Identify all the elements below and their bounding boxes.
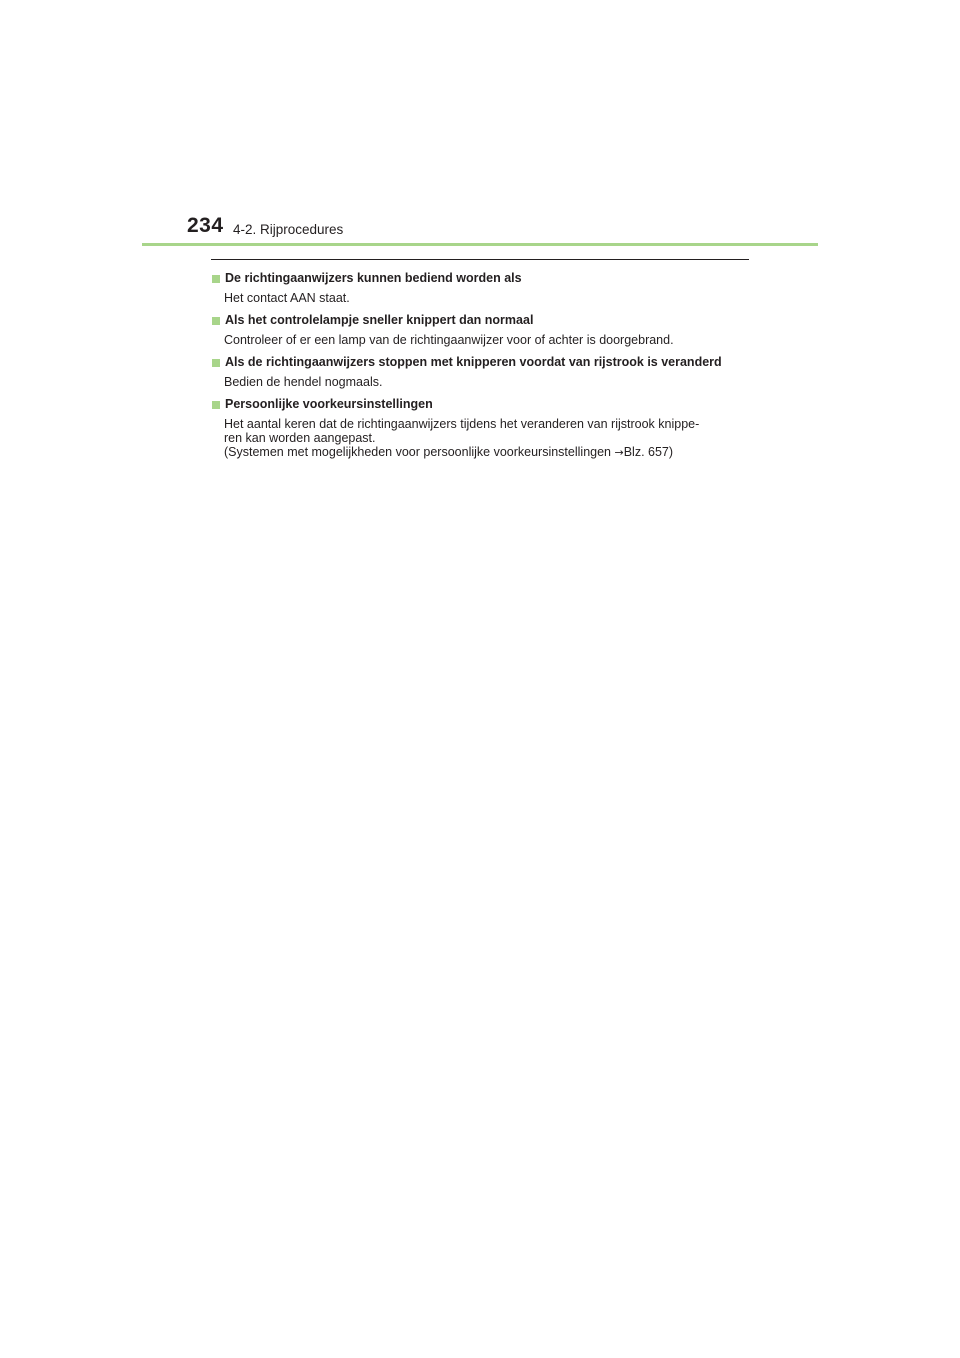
- item-heading-text: Als het controlelampje sneller knippert dan normaal: [225, 313, 534, 327]
- item-heading: [211, 312, 749, 329]
- item-heading-text: Als de richtingaanwijzers stoppen met knipperen voordat van rijstrook is veranderd: [225, 355, 722, 369]
- info-item-fast-blink: [211, 312, 749, 347]
- page-reference-link[interactable]: Blz. 657): [623, 445, 674, 459]
- item-heading: [211, 270, 749, 287]
- item-heading-text: Persoonlijke voorkeursinstellingen: [225, 397, 433, 411]
- header-rule: [142, 243, 818, 246]
- page-number: 234: [187, 214, 224, 237]
- item-body-line: Het aantal keren dat de richtingaanwijzers tijdens het veranderen van rijstrook knippe-: [224, 417, 700, 431]
- item-body: [211, 417, 749, 460]
- item-heading: [211, 354, 749, 371]
- info-item-operation: [211, 270, 749, 305]
- item-body-line: ren kan worden aangepast.: [224, 431, 376, 445]
- info-item-personal-settings: [211, 396, 749, 460]
- note-prefix: (Systemen met mogelijkheden voor persoonlijke voorkeursinstellingen: [224, 445, 615, 459]
- content-area: [211, 270, 749, 467]
- square-bullet-icon: [212, 275, 220, 283]
- item-heading-text: De richtingaanwijzers kunnen bediend worden als: [225, 271, 522, 285]
- item-body: [211, 333, 749, 347]
- item-body-paragraph: [224, 417, 749, 460]
- info-item-stop-blinking: [211, 354, 749, 389]
- item-body-text: Controleer of er een lamp van de richtingaanwijzer voor of achter is doorgebrand.: [224, 333, 674, 347]
- item-body: [211, 375, 749, 389]
- section-divider: [211, 259, 749, 260]
- square-bullet-icon: [212, 359, 220, 367]
- item-heading: [211, 396, 749, 413]
- item-body: [211, 291, 749, 305]
- item-body-text: Bedien de hendel nogmaals.: [224, 375, 383, 389]
- item-body-text: Het contact AAN staat.: [224, 291, 350, 305]
- square-bullet-icon: [212, 317, 220, 325]
- section-title: 4-2. Rijprocedures: [233, 222, 344, 237]
- item-note-line: [224, 445, 749, 460]
- square-bullet-icon: [212, 401, 220, 409]
- arrow-right-icon: →: [614, 446, 624, 459]
